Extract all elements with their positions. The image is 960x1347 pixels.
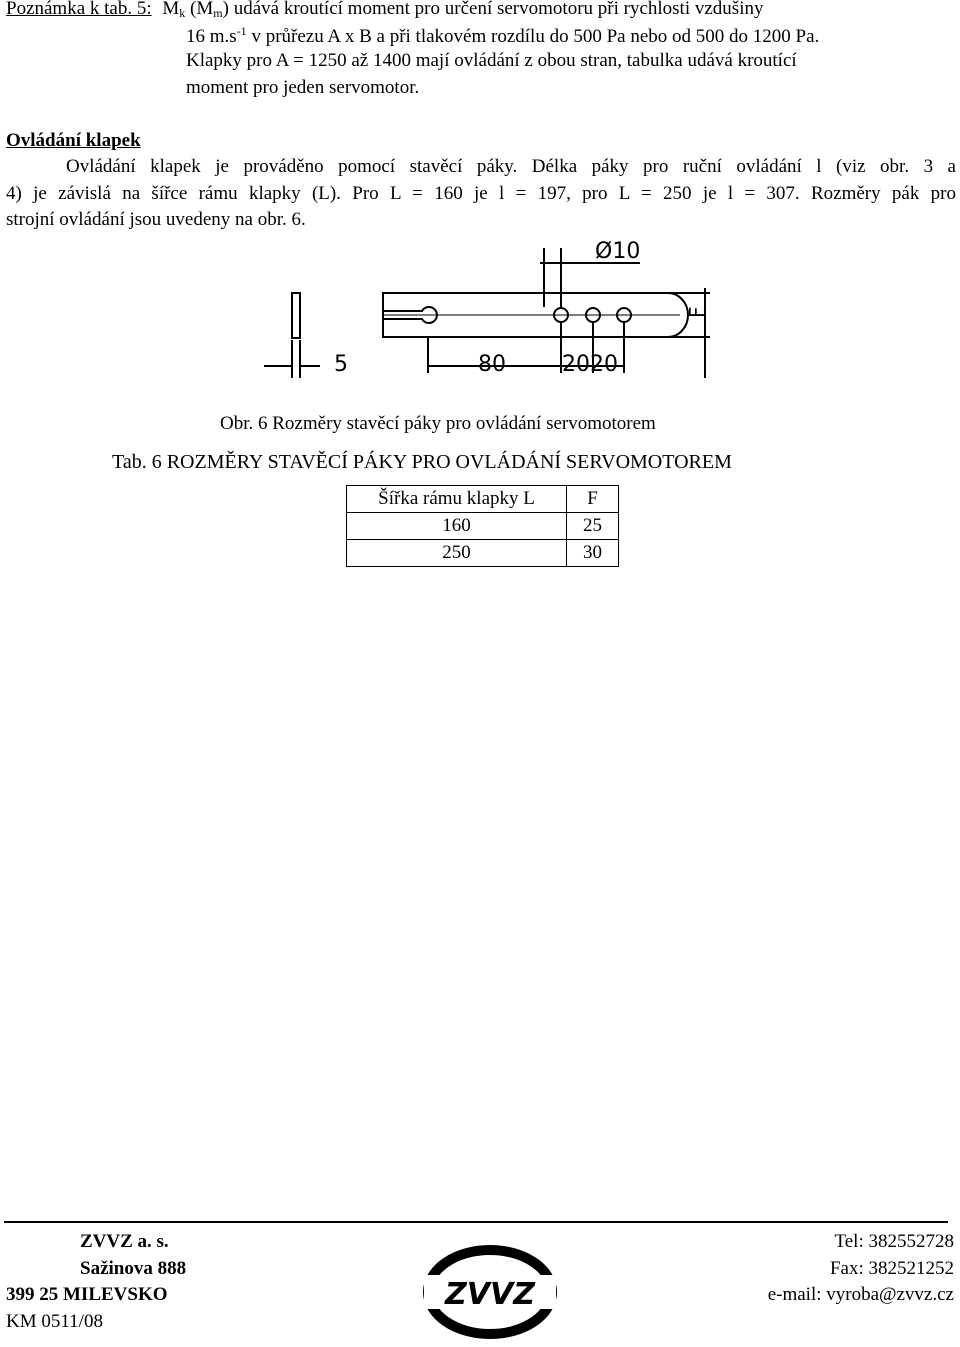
footer-street: Sažinova 888 bbox=[80, 1258, 187, 1279]
note-line-2 bbox=[186, 24, 819, 48]
table-header-cell: F bbox=[567, 486, 619, 513]
note-line-2-a: 16 m.s bbox=[186, 26, 237, 47]
lever-side-view bbox=[292, 293, 300, 338]
figure-caption: Obr. 6 Rozměry stavěcí páky pro ovládání servomotorem bbox=[220, 413, 656, 434]
footer-tel: Tel: 382552728 bbox=[834, 1231, 954, 1252]
footer-code: KM 0511/08 bbox=[6, 1311, 103, 1332]
footer-company: ZVVZ a. s. bbox=[80, 1231, 169, 1252]
table-row bbox=[347, 513, 619, 540]
dim-2020-label: 2020 bbox=[562, 352, 618, 377]
table-cell: 25 bbox=[567, 513, 619, 540]
section-line-2: 4) je závislá na šířce rámu klapky (L). Pro L = 160 je l = 197, pro L = 250 je l = 307. Rozměry pák pro bbox=[6, 183, 956, 204]
table-header-cell: Šířka rámu klapky L bbox=[347, 486, 567, 513]
footer-city: 399 25 MILEVSKO bbox=[6, 1284, 168, 1305]
lever-drawing bbox=[250, 228, 720, 388]
dim-f-label: F bbox=[685, 306, 709, 318]
dimension-table bbox=[346, 485, 619, 567]
table-row bbox=[347, 540, 619, 567]
note-line-1 bbox=[6, 0, 763, 21]
footer-rule bbox=[4, 1221, 948, 1223]
section-heading: Ovládání klapek bbox=[6, 130, 141, 151]
dim-diameter-label: Ø10 bbox=[595, 239, 641, 264]
mm-subscript: m bbox=[213, 6, 223, 20]
note-line-2-b: v průřezu A x B a při tlakovém rozdílu do 500 Pa nebo od 500 do 1200 Pa. bbox=[246, 26, 820, 47]
note-line-3: Klapky pro A = 1250 až 1400 mají ovládání z obou stran, tabulka udává kroutící bbox=[186, 50, 797, 71]
footer-fax: Fax: 382521252 bbox=[829, 1258, 954, 1279]
dim-80-label: 80 bbox=[478, 352, 506, 377]
table-title: Tab. 6 ROZMĚRY STAVĚCÍ PÁKY PRO OVLÁDÁNÍ SERVOMOTOREM bbox=[112, 451, 732, 473]
note-prefix: Poznámka k tab. 5: bbox=[6, 0, 152, 19]
section-line-3: strojní ovládání jsou uvedeny na obr. 6. bbox=[6, 209, 306, 230]
section-line-1: Ovládání klapek je prováděno pomocí stavěcí páky. Délka páky pro ruční ovládání l (viz obr. 3 a bbox=[66, 156, 956, 177]
table-cell: 30 bbox=[567, 540, 619, 567]
note-line-4: moment pro jeden servomotor. bbox=[186, 77, 420, 98]
table-header-row bbox=[347, 486, 619, 513]
zvvz-logo bbox=[420, 1245, 560, 1340]
table-cell: 160 bbox=[347, 513, 567, 540]
table-cell: 250 bbox=[347, 540, 567, 567]
note-line-1-rest: ) udává kroutící moment pro určení servomotoru při rychlosti vzdušiny bbox=[222, 0, 764, 19]
dim-thickness-label: 5 bbox=[334, 352, 348, 377]
mk-symbol: M bbox=[162, 0, 180, 19]
mk-subscript: k bbox=[179, 6, 186, 20]
footer-email: e-mail: vyroba@zvvz.cz bbox=[767, 1284, 954, 1305]
mm-symbol: (M bbox=[190, 0, 214, 19]
note-line-2-sup: -1 bbox=[236, 24, 247, 38]
logo-text: ZVVZ bbox=[445, 1277, 535, 1312]
